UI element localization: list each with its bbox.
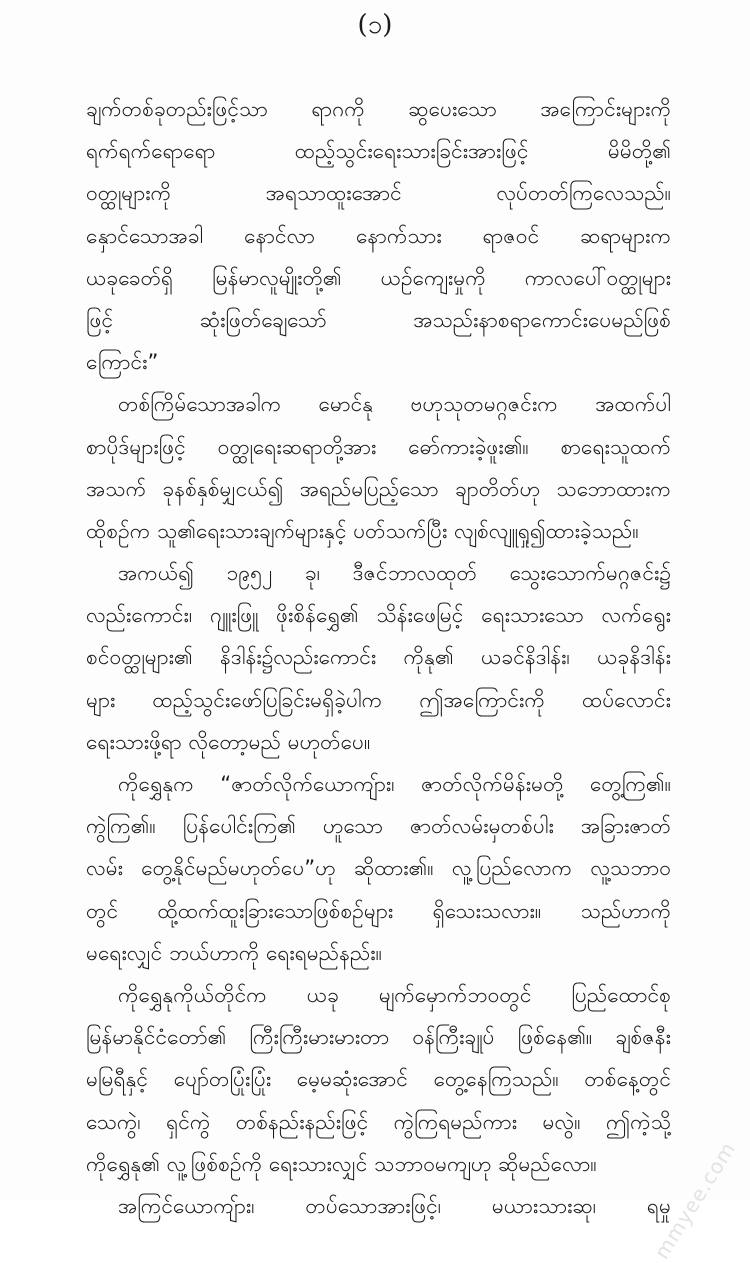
text-line: ရေးသားဖို့ရာ လိုတော့မည် မဟုတ်ပေ။: [86, 729, 371, 754]
text-line: ဝတ္ထုများကို အရသာထူးအောင် လုပ်တတ်ကြလေသည်။: [86, 181, 671, 206]
text-line: ကြောင်း”: [86, 350, 159, 375]
text-line: စင်ဝတ္ထုများ၏ နိဒါန်း၌လည်းကောင်း ကိုနု၏ ယခင်နိဒါန်း၊ ယခုနိဒါန်း: [86, 645, 671, 670]
text-line: လည်းကောင်း၊ ဂျူးဖြူ ဖိုးစိန်ရွှေ၏ သိန်းဖေမြင့် ရေးသားသော လက်ရွေး: [86, 603, 671, 628]
paragraph: [86, 383, 671, 552]
text-line: ကိုရွှေနု၏ လူ့ဖြစ်စဉ်ကို ရေးသားလျှင် သဘာဝမကျဟု ဆိုမည်လော။: [86, 1151, 597, 1176]
text-line: တစ်ကြိမ်သောအခါက မောင်နု ဗဟုသုတမဂ္ဂဇင်းက အထက်ပါ: [118, 392, 671, 417]
text-line: သေကွဲ၊ ရှင်ကွဲ တစ်နည်းနည်းဖြင့် ကွဲကြရမည်ကား မလွဲ။ ဤကဲ့သို့: [86, 1109, 671, 1134]
text-line: ယခုခေတ်ရှိ မြန်မာလူမျိုးတို့၏ ယဉ်ကျေးမှုကို ကာလပေါ်ဝတ္ထုများ: [86, 265, 671, 290]
text-line: တွင် ထို့ထက်ထူးခြားသောဖြစ်စဉ်များ ရှိသေးသလား။ သည်ဟာကို: [86, 898, 671, 923]
text-line: စာပိုဒ်များဖြင့် ဝတ္ထုရေးဆရာတို့အား ဓော်ကားခဲ့ဖူး၏။ စာရေးသူထက်: [86, 434, 671, 459]
text-line: ချက်တစ်ခုတည်းဖြင့်သာ ရာဂကို ဆွပေးသော အကြောင်းများကို: [86, 97, 671, 121]
text-line: မမြရီနှင့် ပျော်တပြုံးပြုံး မေ့မဆုံးအောင် တွေ့နေကြသည်။ တစ်နေ့တွင်: [86, 1067, 671, 1092]
text-line: လမ်း တွေ့နိုင်မည်မဟုတ်ပေ”ဟု ဆိုထား၏။ လူ့ပြည်လောက လူ့သဘာဝ: [86, 856, 671, 881]
text-line: ကိုရွှေနုကိုယ်တိုင်က ယခု မျက်မှောက်ဘဝတွင် ပြည်ထောင်စု: [118, 982, 671, 1007]
text-line: ဖြင့် ဆုံးဖြတ်ချေသော် အသည်းနာစရာကောင်းပေမည်ဖြစ်: [86, 307, 671, 332]
text-line: နှောင်သောအခါ နောင်လာ နောက်သား ရာဇဝင် ဆရာများက: [86, 223, 671, 248]
paragraph: [86, 763, 671, 974]
paragraph: [86, 552, 671, 763]
text-line: မရေးလျှင် ဘယ်ဟာကို ရေးရမည်နည်း။: [86, 940, 382, 965]
text-line: မြန်မာနိုင်ငံတော်၏ ကြီးကြီးမားမားတာ ဝန်ကြီးချုပ် ဖြစ်နေ၏။ ချစ်ဇနီး: [86, 1025, 671, 1050]
text-line: ကိုရွှေနုက “ဇာတ်လိုက်ယောကျ်ား၊ ဇာတ်လိုက်မိန်းမတို့ တွေ့ကြ၏။: [118, 772, 671, 796]
watermark: mmyee.com: [648, 1137, 740, 1263]
text-line: အကြင်ယောကျ်ား၊ တပ်သောအားဖြင့်၊ မယားသားဆု၊ ရမှု: [118, 1193, 671, 1218]
text-line: ကွဲကြ၏။ ပြန်ပေါင်းကြ၏ ဟူသော ဇာတ်လမ်းမှတစ်ပါး အခြားဇာတ်: [86, 814, 671, 839]
text-line: အကယ်၍ ၁၉၅၂ ခု၊ ဒီဇင်ဘာလထုတ် သွေးသောက်မဂ္ဂဇင်း၌: [118, 561, 671, 586]
text-line: ရက်ရက်ရောရော ထည့်သွင်းရေးသားခြင်းအားဖြင့် မိမိတို့၏: [86, 139, 671, 164]
body-text: [86, 88, 671, 1227]
text-line: များ ထည့်သွင်းဖော်ပြခြင်းမရှိခဲ့ပါက ဤအကြောင်းကို ထပ်လောင်း: [86, 687, 671, 712]
text-line: အသက် ခုနစ်နှစ်မျှငယ်၍ အရည်မပြည့်သော ချာတိတ်ဟု သဘောထားက: [86, 476, 671, 501]
paragraph: [86, 1185, 671, 1227]
page-number: (၁): [357, 10, 393, 40]
paragraph: [86, 974, 671, 1185]
text-line: ထိုစဉ်က သူ၏ရေးသားချက်များနှင့် ပတ်သက်ပြီး လျစ်လျူရှု၍ထားခဲ့သည်။: [86, 518, 639, 543]
paragraph: [86, 88, 671, 383]
